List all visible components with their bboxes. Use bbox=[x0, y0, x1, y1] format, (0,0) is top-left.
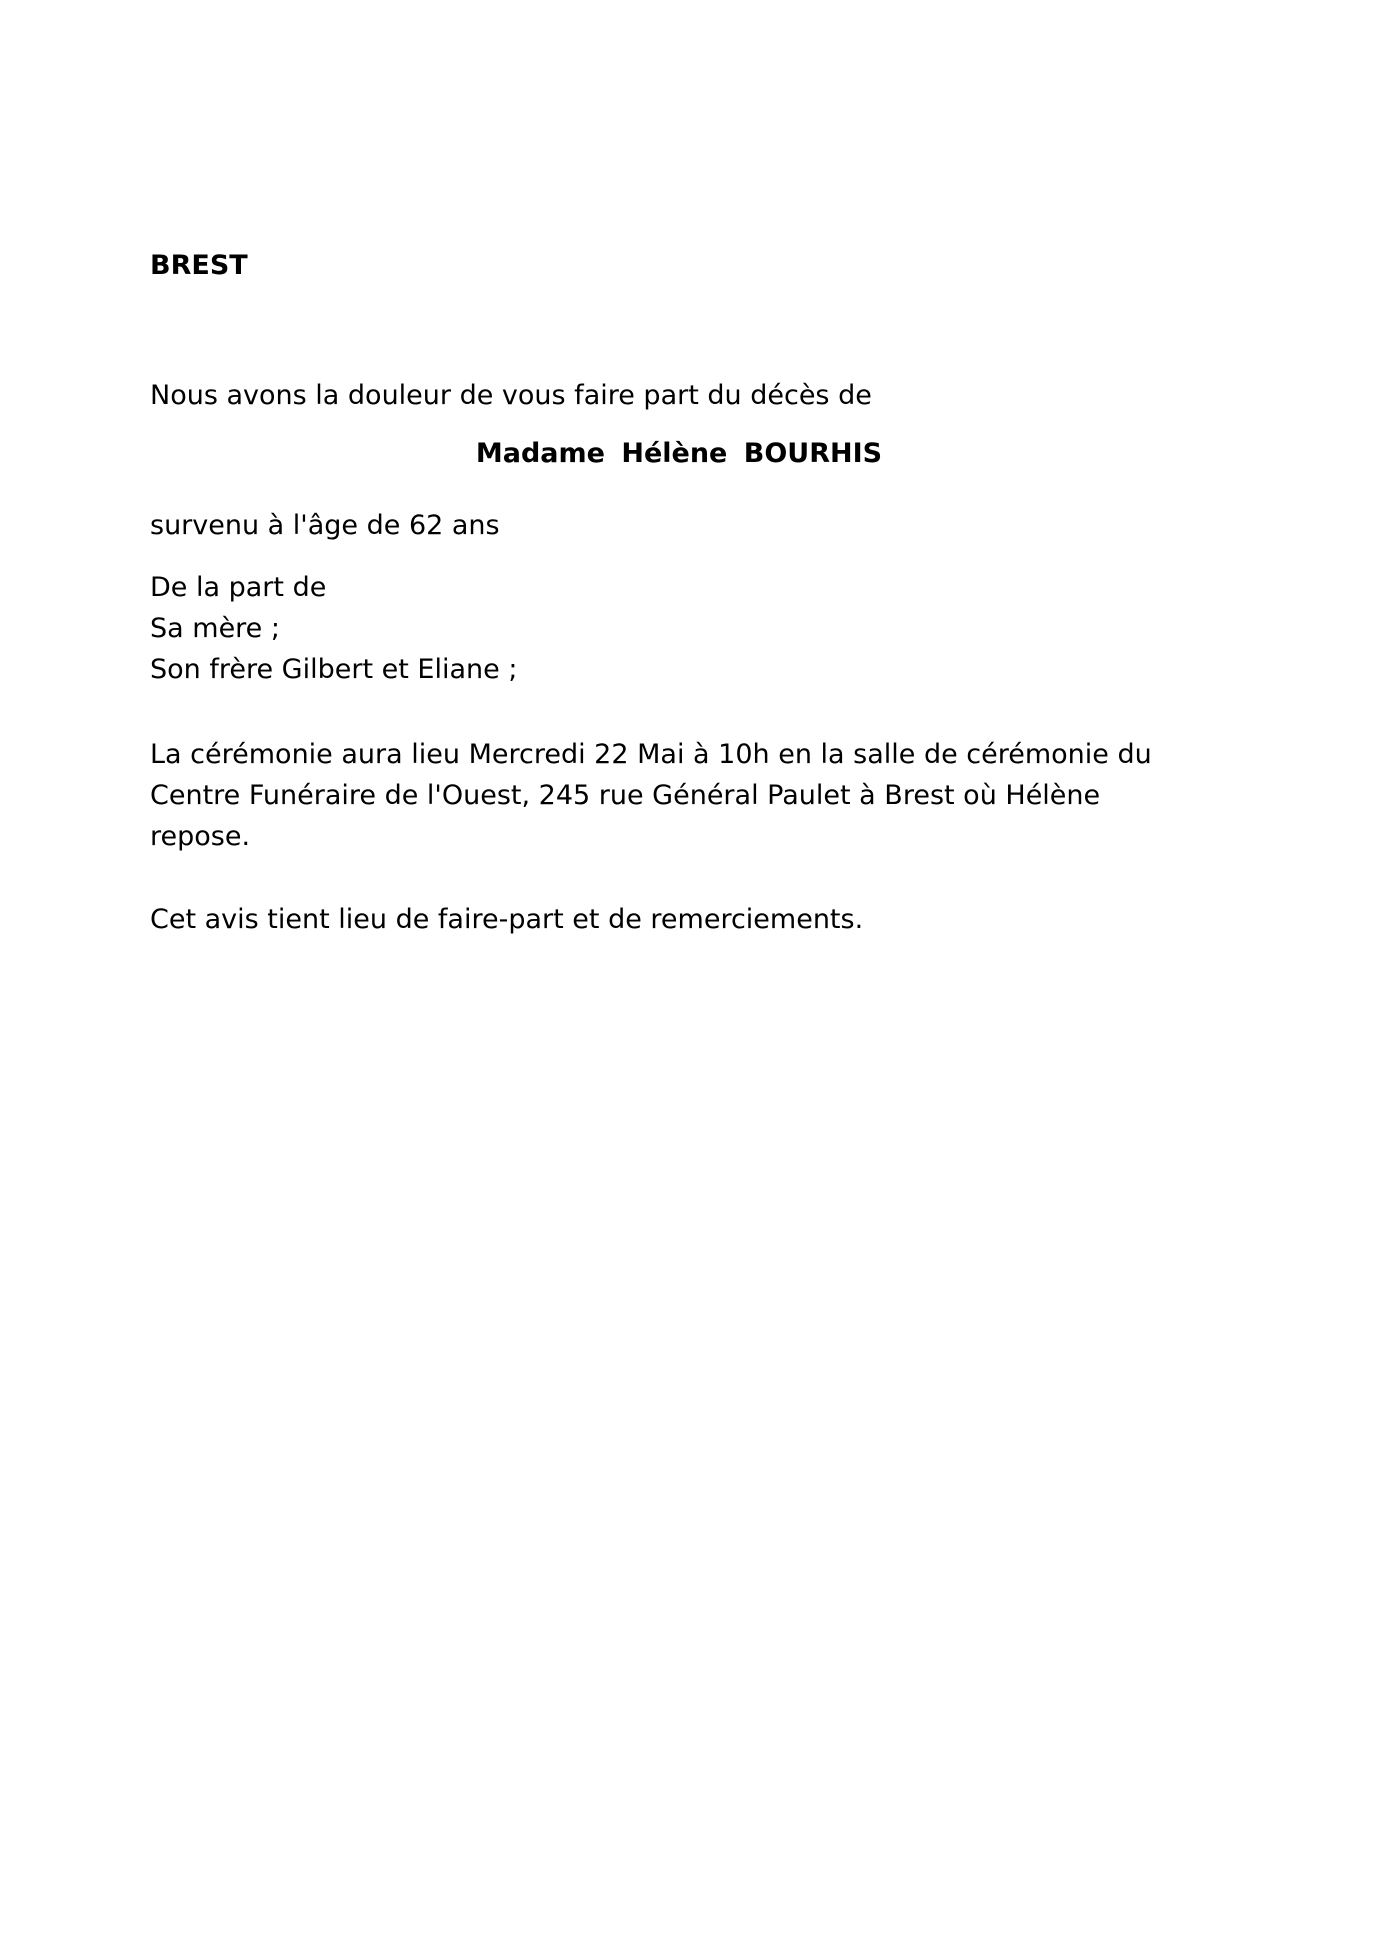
family-paragraph bbox=[150, 567, 1208, 690]
intro-line: Nous avons la douleur de vous faire part du décès de bbox=[150, 380, 872, 411]
deceased-name: Madame Hélène BOURHIS bbox=[475, 438, 883, 469]
ceremony-line-2: Centre Funéraire de l'Ouest, 245 rue Général Paulet à Brest où Hélène bbox=[150, 780, 1101, 811]
family-line-mother: Sa mère ; bbox=[150, 613, 280, 644]
city-heading: BREST bbox=[150, 250, 248, 281]
age-line: survenu à l'âge de 62 ans bbox=[150, 510, 500, 541]
ceremony-line-1: La cérémonie aura lieu Mercredi 22 Mai à 10h en la salle de cérémonie du bbox=[150, 739, 1152, 770]
closing-line: Cet avis tient lieu de faire-part et de remerciements. bbox=[150, 904, 864, 935]
family-line-brother: Son frère Gilbert et Eliane ; bbox=[150, 654, 518, 685]
ceremony-line-3: repose. bbox=[150, 821, 251, 852]
family-line-intro: De la part de bbox=[150, 572, 327, 603]
ceremony-paragraph bbox=[150, 734, 1208, 857]
